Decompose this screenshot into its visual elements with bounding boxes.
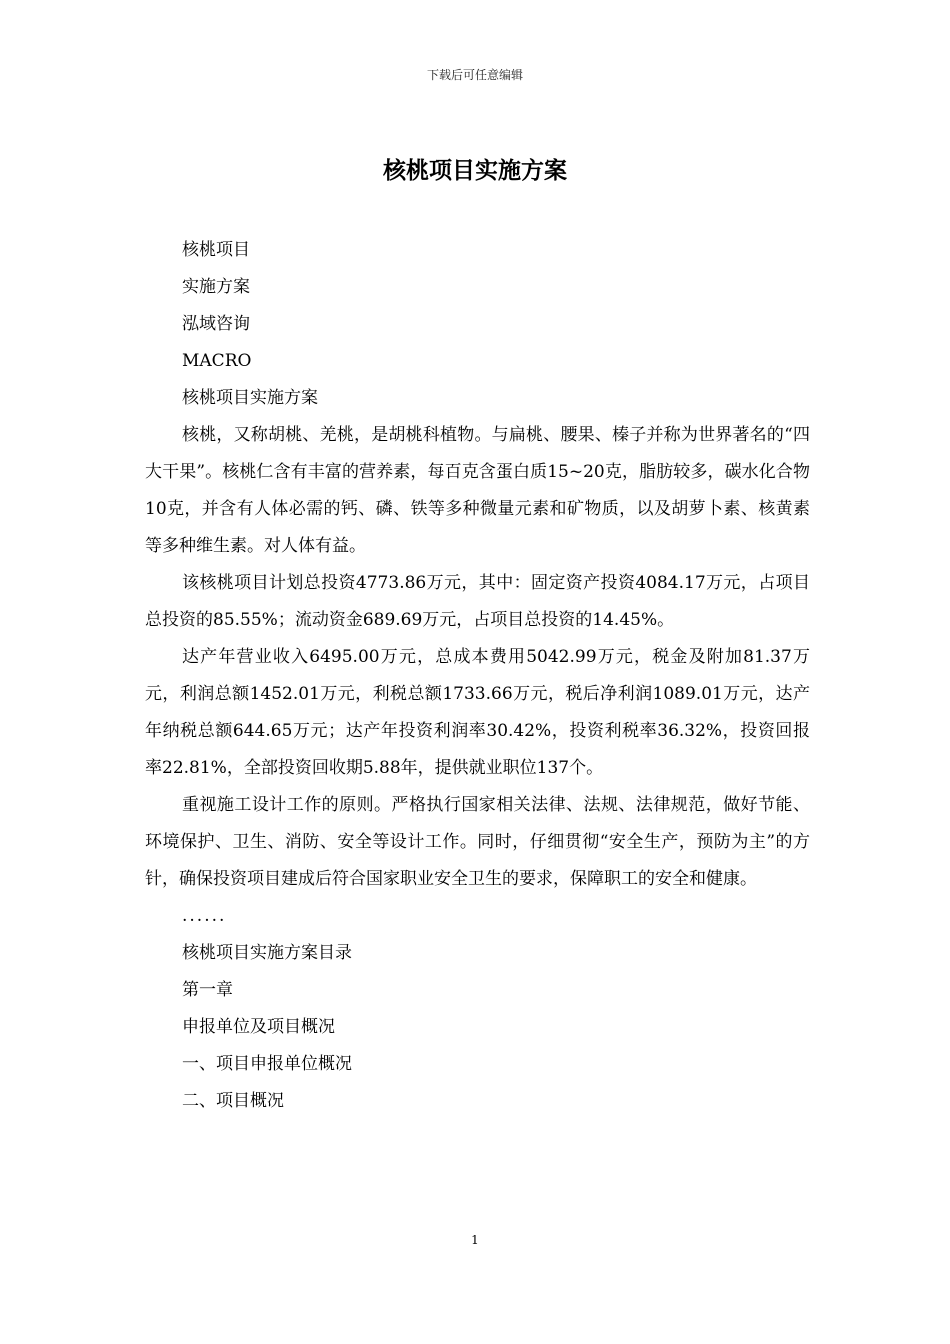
document-body: [145, 232, 810, 1120]
intro-line: MACRO: [182, 351, 252, 371]
ellipsis: ......: [182, 906, 227, 926]
toc-title: 核桃项目实施方案目录: [182, 943, 352, 963]
header-note: 下载后可任意编辑: [426, 68, 523, 82]
toc-section: 一、项目申报单位概况: [182, 1054, 352, 1074]
paragraph-investment: 该核桃项目计划总投资4773.86万元，其中：固定资产投资4084.17万元，占项目总投资的85.55%；流动资金689.69万元，占项目总投资的14.45%。: [145, 573, 810, 630]
page-number: 1: [471, 1233, 479, 1247]
toc-chapter: 第一章: [182, 980, 233, 1000]
paragraph-walnut-intro: 核桃，又称胡桃、羌桃，是胡桃科植物。与扁桃、腰果、榛子并称为世界著名的“四大干果”。核桃仁含有丰富的营养素，每百克含蛋白质15~20克，脂肪较多，碳水化合物10克，并含有人体必需的钙、磷、铁等多种微量元素和矿物质，以及胡萝卜素、核黄素等多种维生素。对人体有益。: [145, 425, 810, 556]
paragraph-design-principle: 重视施工设计工作的原则。严格执行国家相关法律、法规、法律规范，做好节能、环境保护、卫生、消防、安全等设计工作。同时，仔细贯彻“安全生产，预防为主”的方针，确保投资项目建成后符合国家职业安全卫生的要求，保障职工的安全和健康。: [145, 795, 810, 889]
toc-chapter-title: 申报单位及项目概况: [182, 1017, 335, 1037]
intro-line: 泓域咨询: [182, 314, 250, 334]
paragraph-revenue: 达产年营业收入6495.00万元，总成本费用5042.99万元，税金及附加81.37万元，利润总额1452.01万元，利税总额1733.66万元，税后净利润1089.01万元，达产年纳税总额644.65万元；达产年投资利润率30.42%，投资利税率36.32%，投资回报率22.81%，全部投资回收期5.88年，提供就业职位137个。: [145, 647, 810, 778]
intro-line: 核桃项目: [182, 240, 250, 260]
intro-line: 实施方案: [182, 277, 250, 297]
intro-line: 核桃项目实施方案: [182, 388, 318, 408]
document-title: 核桃项目实施方案: [383, 157, 567, 184]
toc-section: 二、项目概况: [182, 1091, 284, 1111]
